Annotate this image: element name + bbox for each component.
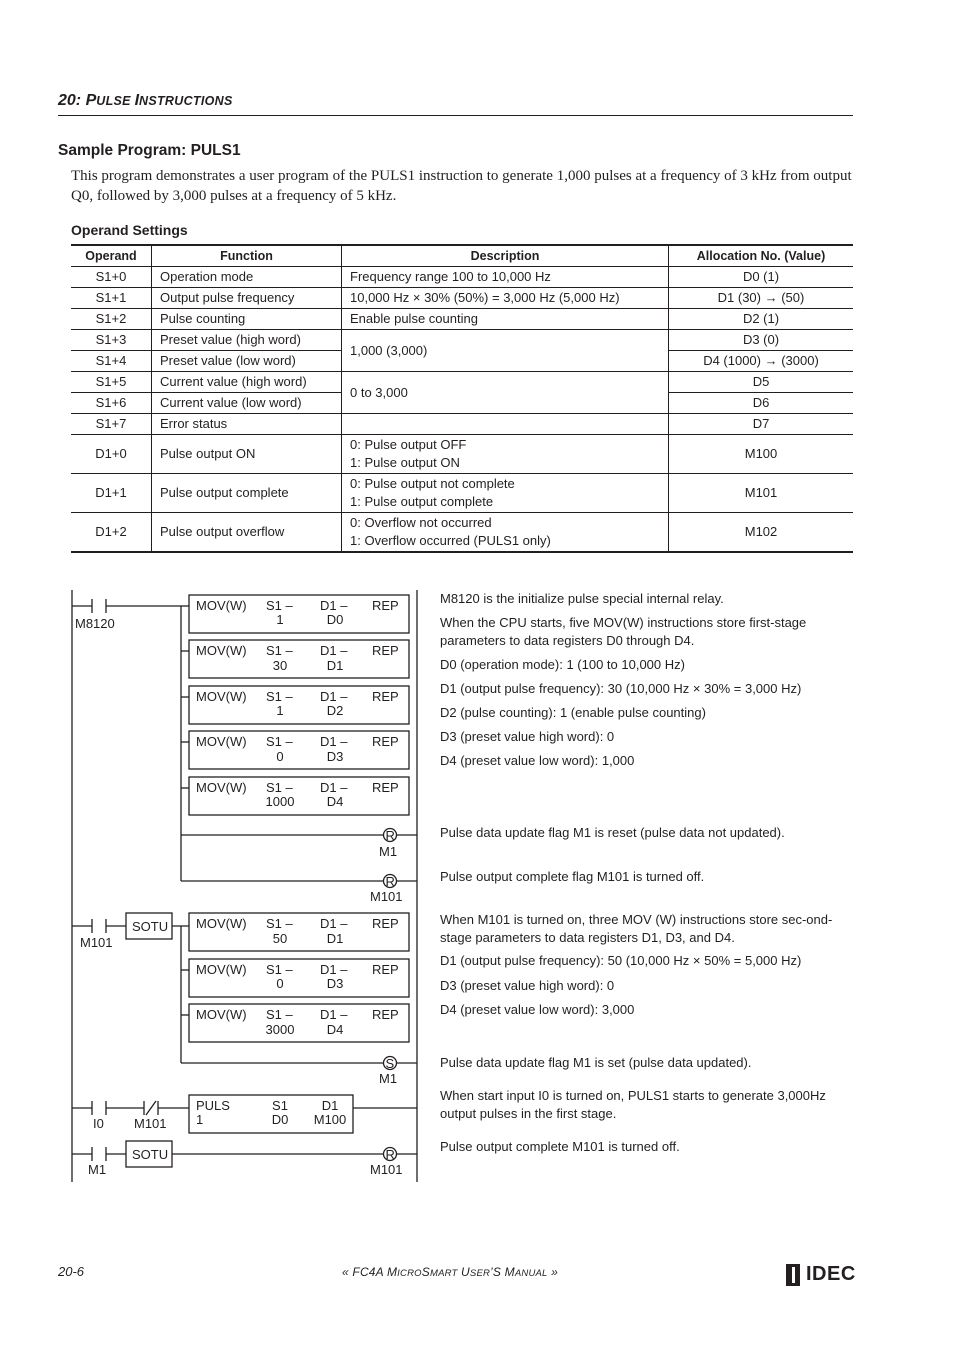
s1-label: S1 – [266, 780, 293, 795]
idec-logo: IDEC [806, 1263, 856, 1285]
rep-label: REP [372, 598, 399, 613]
note: D2 (pulse counting): 1 (enable pulse counting) [440, 705, 706, 720]
s1-value: 0 [276, 976, 284, 991]
intro-paragraph: This program demonstrates a user program of the PULS1 instruction to generate 1,000 pulses at a frequency of 3 kHz from output Q0, followed by 3,000 pulses at a frequency of 5 kHz. [71, 168, 852, 204]
note: D4 (preset value low word): 3,000 [440, 1002, 635, 1017]
cell-operand: S1+5 [71, 372, 152, 393]
cell-function: Current value (high word) [152, 372, 342, 393]
cell-description: Enable pulse counting [342, 309, 669, 330]
d1-value: D0 [326, 612, 344, 627]
mov-instruction [196, 962, 399, 991]
mov-instruction [196, 780, 399, 809]
s1-value: 0 [276, 749, 284, 764]
mov-instruction [196, 1007, 399, 1037]
note: When start input I0 is turned on, PULS1 starts to generate 3,000Hz output pulses in the first stage. [440, 1088, 826, 1121]
note: Pulse data update flag M1 is set (pulse data updated). [440, 1055, 752, 1070]
d1-value: D4 [326, 1022, 344, 1037]
header-allocation: Allocation No. (Value) [669, 245, 854, 267]
s1-value: 1 [276, 612, 284, 627]
note: D1 (output pulse frequency): 50 (10,000 Hz × 50% = 5,000 Hz) [440, 953, 802, 968]
contact-label-m1: M1 [88, 1162, 107, 1177]
cell-operand: D1+1 [71, 474, 152, 513]
puls-number: 1 [196, 1112, 204, 1127]
contact-label-m101: M101 [80, 935, 113, 950]
cell-function: Pulse output complete [152, 474, 342, 513]
s1-label: S1 – [266, 1007, 293, 1022]
d1-value: D1 [326, 658, 344, 673]
mov-instruction [196, 598, 399, 627]
rep-label: REP [372, 643, 399, 658]
cell-function: Pulse output overflow [152, 513, 342, 553]
mov-label: MOV(W) [196, 643, 247, 658]
cell-allocation: D7 [669, 414, 854, 435]
mov-label: MOV(W) [196, 689, 247, 704]
puls-name: PULS [196, 1098, 230, 1113]
cell-allocation: D6 [669, 393, 854, 414]
desc-line: 0: Pulse output not complete [350, 476, 515, 491]
contact-label-i0: I0 [93, 1116, 104, 1131]
cell-allocation: D1 (30) → (50) [669, 288, 854, 309]
rep-label: REP [372, 689, 399, 704]
desc-line: 0: Pulse output OFF [350, 437, 467, 452]
operand-settings-title: Operand Settings [71, 222, 188, 238]
rep-label: REP [372, 734, 399, 749]
note: When M101 is turned on, three MOV (W) instructions store sec-ond-stage parameters to data registers D1, D3, and D4. [440, 912, 833, 945]
idec-logo-mark [786, 1264, 804, 1288]
sotu-label: SOTU [132, 919, 169, 934]
d1-label: D1 – [320, 916, 348, 931]
note: D4 (preset value low word): 1,000 [440, 753, 635, 768]
header-operand: Operand [71, 245, 152, 267]
ladder-wiring [72, 590, 417, 1182]
cell-function: Output pulse frequency [152, 288, 342, 309]
cell-allocation: D5 [669, 372, 854, 393]
s1-value: 1 [276, 703, 284, 718]
d1-label: D1 – [320, 1007, 348, 1022]
contact-label-m101-nc: M101 [134, 1116, 167, 1131]
cell-operand: D1+0 [71, 435, 152, 474]
rep-label: REP [372, 780, 399, 795]
cell-allocation: D2 (1) [669, 309, 854, 330]
cell-function: Pulse counting [152, 309, 342, 330]
note: Pulse data update flag M1 is reset (pulse data not updated). [440, 825, 785, 840]
cell-function: Operation mode [152, 267, 342, 288]
rep-label: REP [372, 1007, 399, 1022]
cell-allocation: D4 (1000) → (3000) [669, 351, 854, 372]
cell-allocation: M101 [669, 474, 854, 513]
d1-label: D1 – [320, 780, 348, 795]
mov-label: MOV(W) [196, 962, 247, 977]
mov-label: MOV(W) [196, 598, 247, 613]
header-description: Description [342, 245, 669, 267]
contact-label-m8120: M8120 [75, 616, 115, 631]
mov-label: MOV(W) [196, 1007, 247, 1022]
note: When the CPU starts, five MOV(W) instructions store first-stage parameters to data registers D0 through D4. [440, 615, 807, 648]
coil-letter: R [385, 1147, 395, 1162]
manual-title: « FC4A MICROSMART USER’S MANUAL » [342, 1265, 558, 1279]
s1-label: S1 – [266, 643, 293, 658]
sotu-label: SOTU [132, 1147, 169, 1162]
note: Pulse output complete flag M101 is turned off. [440, 869, 705, 884]
cell-operand: S1+7 [71, 414, 152, 435]
coil-letter: S [385, 1056, 395, 1071]
d1-value: D4 [326, 794, 344, 809]
cell-description: Frequency range 100 to 10,000 Hz [342, 267, 669, 288]
cell-function: Preset value (high word) [152, 330, 342, 351]
s1-value: 3000 [265, 1022, 295, 1037]
d1-value: D3 [326, 749, 344, 764]
mov-label: MOV(W) [196, 916, 247, 931]
coil-letter: R [385, 874, 395, 889]
coil-letter: R [385, 828, 395, 843]
mov-instruction [196, 689, 399, 718]
cell-function: Pulse output ON [152, 435, 342, 474]
mov-instruction [196, 643, 399, 673]
mov-instruction [196, 734, 399, 764]
cell-allocation: D3 (0) [669, 330, 854, 351]
cell-operand: D1+2 [71, 513, 152, 553]
puls-s1-value: D0 [271, 1112, 289, 1127]
desc-line: 1: Overflow occurred (PULS1 only) [350, 533, 551, 548]
note: M8120 is the initialize pulse special internal relay. [440, 591, 724, 606]
puls-d1-label: D1 [321, 1098, 339, 1113]
d1-value: D2 [326, 703, 344, 718]
d1-label: D1 – [320, 734, 348, 749]
page-number: 20-6 [58, 1264, 85, 1279]
s1-value: 50 [272, 931, 288, 946]
chapter-heading: 20: PULSE INSTRUCTIONS [58, 92, 233, 109]
note: D0 (operation mode): 1 (100 to 10,000 Hz) [440, 657, 685, 672]
coil-label: M101 [370, 1162, 403, 1177]
cell-description: 0 to 3,000 [342, 372, 669, 414]
note: D1 (output pulse frequency): 30 (10,000 Hz × 30% = 3,000 Hz) [440, 681, 802, 696]
rep-label: REP [372, 962, 399, 977]
puls-s1-label: S1 [272, 1098, 288, 1113]
coil-label: M1 [379, 844, 398, 859]
s1-label: S1 – [266, 916, 293, 931]
mov-label: MOV(W) [196, 734, 247, 749]
cell-allocation: D0 (1) [669, 267, 854, 288]
mov-instruction [196, 916, 399, 946]
d1-label: D1 – [320, 689, 348, 704]
d1-value: D3 [326, 976, 344, 991]
desc-line: 1: Pulse output ON [350, 455, 460, 470]
cell-function: Current value (low word) [152, 393, 342, 414]
s1-label: S1 – [266, 598, 293, 613]
desc-line: 0: Overflow not occurred [350, 515, 492, 530]
cell-allocation: M100 [669, 435, 854, 474]
rep-label: REP [372, 916, 399, 931]
section-title: Sample Program: PULS1 [58, 142, 241, 159]
desc-line: 1: Pulse output complete [350, 494, 494, 509]
cell-operand: S1+0 [71, 267, 152, 288]
coil-label: M101 [370, 889, 403, 904]
d1-label: D1 – [320, 643, 348, 658]
note: Pulse output complete M101 is turned off. [440, 1139, 680, 1154]
s1-value: 1000 [265, 794, 295, 809]
note: D3 (preset value high word): 0 [440, 978, 615, 993]
s1-value: 30 [272, 658, 288, 673]
nc-slash [146, 1101, 156, 1115]
puls-d1-value: M100 [313, 1112, 347, 1127]
cell-description: 10,000 Hz × 30% (50%) = 3,000 Hz (5,000 Hz) [342, 288, 669, 309]
cell-operand: S1+3 [71, 330, 152, 351]
cell-function: Error status [152, 414, 342, 435]
d1-label: D1 – [320, 598, 348, 613]
cell-operand: S1+6 [71, 393, 152, 414]
cell-operand: S1+1 [71, 288, 152, 309]
header-function: Function [152, 245, 342, 267]
s1-label: S1 – [266, 689, 293, 704]
s1-label: S1 – [266, 734, 293, 749]
cell-operand: S1+4 [71, 351, 152, 372]
cell-allocation: M102 [669, 513, 854, 553]
mov-label: MOV(W) [196, 780, 247, 795]
cell-function: Preset value (low word) [152, 351, 342, 372]
puls-instruction [196, 1098, 346, 1127]
note: D3 (preset value high word): 0 [440, 729, 615, 744]
d1-value: D1 [326, 931, 344, 946]
cell-operand: S1+2 [71, 309, 152, 330]
d1-label: D1 – [320, 962, 348, 977]
cell-description: 1,000 (3,000) [342, 330, 669, 372]
s1-label: S1 – [266, 962, 293, 977]
coil-label: M1 [379, 1071, 398, 1086]
